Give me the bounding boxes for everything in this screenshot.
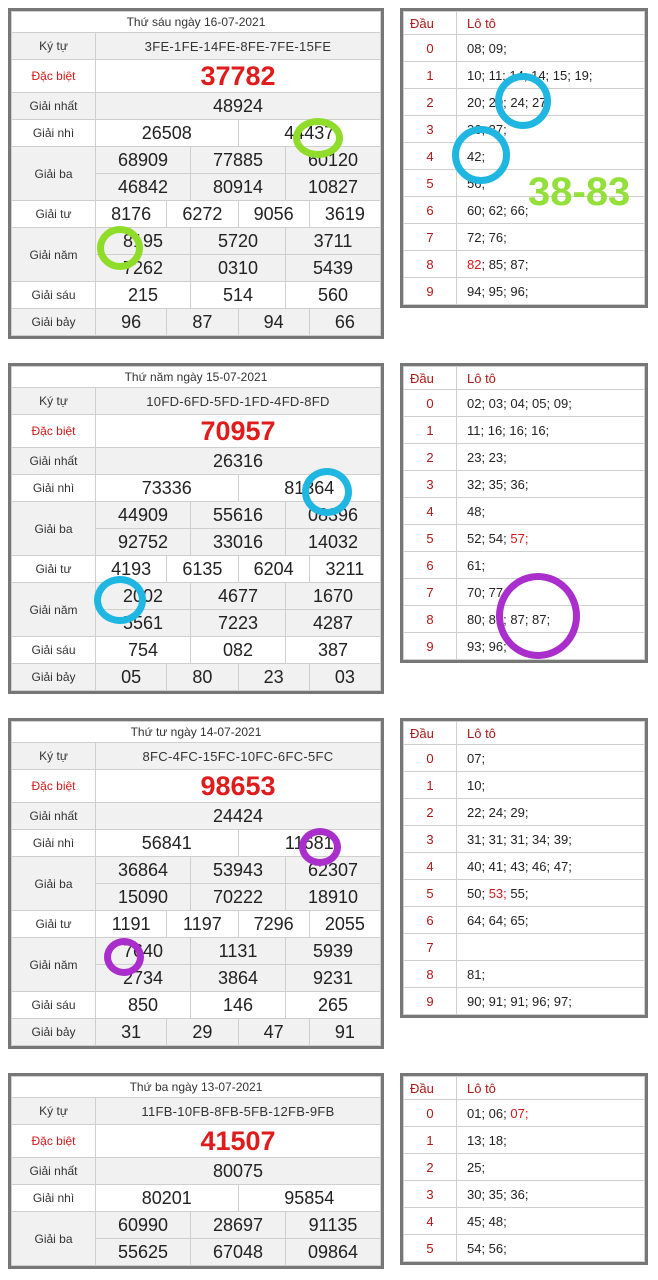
- dau-8: 8: [404, 961, 457, 988]
- loto-row-5: 54; 56;: [457, 1235, 645, 1262]
- loto-row-0: 02; 03; 04; 05; 09;: [457, 390, 645, 417]
- third-prize-2: 28697: [191, 1212, 286, 1239]
- loto-table-4: [400, 1073, 648, 1265]
- loto-row-4: 42;: [457, 143, 645, 170]
- seventh-prize-2: 29: [167, 1019, 238, 1046]
- dau-9: 9: [404, 278, 457, 305]
- ky-tu-code: 10FD-6FD-5FD-1FD-4FD-8FD: [96, 388, 381, 415]
- seventh-prize-2: 80: [167, 664, 238, 691]
- dau-2: 2: [404, 799, 457, 826]
- sixth-prize-3: 265: [286, 992, 381, 1019]
- label-dac-biet: Đặc biệt: [12, 1125, 96, 1158]
- dau-4: 4: [404, 143, 457, 170]
- dau-2: 2: [404, 1154, 457, 1181]
- third-prize-1: 44909: [96, 502, 191, 529]
- fifth-prize-6: 5439: [286, 255, 381, 282]
- label-giai-sau: Giải sáu: [12, 637, 96, 664]
- dau-header: Đầu: [404, 1077, 457, 1100]
- seventh-prize-1: 05: [96, 664, 167, 691]
- third-prize-2: 77885: [191, 147, 286, 174]
- third-prize-5: 33016: [191, 529, 286, 556]
- dau-0: 0: [404, 35, 457, 62]
- label-giai-tu: Giải tư: [12, 201, 96, 228]
- dau-2: 2: [404, 89, 457, 116]
- label-giai-tu: Giải tư: [12, 556, 96, 583]
- sixth-prize-1: 850: [96, 992, 191, 1019]
- draw-date-title: Thứ sáu ngày 16-07-2021: [12, 12, 381, 33]
- loto-row-2: 20; 20; 24; 27;: [457, 89, 645, 116]
- third-prize-6: 09864: [286, 1239, 381, 1266]
- fourth-prize-2: 6272: [167, 201, 238, 228]
- loto-row-8: 82; 85; 87;: [457, 251, 645, 278]
- ky-tu-code: 11FB-10FB-8FB-5FB-12FB-9FB: [96, 1098, 381, 1125]
- results-table-3: [8, 718, 384, 1049]
- first-prize: 24424: [96, 803, 381, 830]
- fifth-prize-3: 3711: [286, 228, 381, 255]
- third-prize-5: 70222: [191, 884, 286, 911]
- dau-9: 9: [404, 988, 457, 1015]
- loto-row-3: 32; 35; 36;: [457, 471, 645, 498]
- fifth-prize-6: 4287: [286, 610, 381, 637]
- loto-table-2: [400, 363, 648, 663]
- dau-5: 5: [404, 880, 457, 907]
- draw-date-title: Thứ ba ngày 13-07-2021: [12, 1077, 381, 1098]
- label-giai-bay: Giải bảy: [12, 309, 96, 336]
- first-prize: 48924: [96, 93, 381, 120]
- loto-row-2: 25;: [457, 1154, 645, 1181]
- label-dac-biet: Đặc biệt: [12, 60, 96, 93]
- draw-date-title: Thứ tư ngày 14-07-2021: [12, 722, 381, 743]
- loto-header: Lô tô: [457, 1077, 645, 1100]
- dau-1: 1: [404, 417, 457, 444]
- second-prize-1: 56841: [96, 830, 239, 857]
- fourth-prize-3: 9056: [238, 201, 309, 228]
- loto-row-7: 72; 76;: [457, 224, 645, 251]
- loto-values: 85; 87;: [488, 256, 529, 272]
- third-prize-1: 68909: [96, 147, 191, 174]
- loto-values: 52; 54;: [467, 530, 507, 546]
- label-ky-tu: Ký tự: [12, 388, 96, 415]
- seventh-prize-3: 94: [238, 309, 309, 336]
- label-giai-nhi: Giải nhì: [12, 120, 96, 147]
- special-prize: 70957: [96, 415, 381, 448]
- fifth-prize-4: 7262: [96, 255, 191, 282]
- fifth-prize-5: 7223: [191, 610, 286, 637]
- sixth-prize-1: 215: [96, 282, 191, 309]
- dau-header: Đầu: [404, 722, 457, 745]
- label-giai-nam: Giải năm: [12, 938, 96, 992]
- label-giai-nhi: Giải nhì: [12, 1185, 96, 1212]
- dau-4: 4: [404, 498, 457, 525]
- label-giai-nhat: Giải nhất: [12, 803, 96, 830]
- fifth-prize-1: 2002: [96, 583, 191, 610]
- special-prize: 37782: [96, 60, 381, 93]
- sixth-prize-3: 560: [286, 282, 381, 309]
- loto-row-8: 80; 82; 87; 87;: [457, 606, 645, 633]
- label-giai-bay: Giải bảy: [12, 1019, 96, 1046]
- second-prize-1: 80201: [96, 1185, 239, 1212]
- third-prize-4: 55625: [96, 1239, 191, 1266]
- fifth-prize-3: 5939: [286, 938, 381, 965]
- label-ky-tu: Ký tự: [12, 33, 96, 60]
- fifth-prize-5: 3864: [191, 965, 286, 992]
- third-prize-4: 15090: [96, 884, 191, 911]
- fifth-prize-4: 2734: [96, 965, 191, 992]
- loto-header: Lô tô: [457, 722, 645, 745]
- fourth-prize-4: 2055: [309, 911, 380, 938]
- dau-0: 0: [404, 745, 457, 772]
- fifth-prize-2: 5720: [191, 228, 286, 255]
- third-prize-4: 46842: [96, 174, 191, 201]
- loto-row-3: 36; 37;: [457, 116, 645, 143]
- label-giai-nhi: Giải nhì: [12, 830, 96, 857]
- dau-6: 6: [404, 197, 457, 224]
- third-prize-1: 60990: [96, 1212, 191, 1239]
- second-prize-2: 44437: [238, 120, 381, 147]
- sixth-prize-1: 754: [96, 637, 191, 664]
- dau-9: 9: [404, 633, 457, 660]
- label-giai-nhat: Giải nhất: [12, 448, 96, 475]
- dau-4: 4: [404, 1208, 457, 1235]
- label-giai-nhat: Giải nhất: [12, 1158, 96, 1185]
- loto-row-4: 40; 41; 43; 46; 47;: [457, 853, 645, 880]
- label-giai-ba: Giải ba: [12, 1212, 96, 1266]
- loto-row-5: [457, 880, 645, 907]
- dau-1: 1: [404, 1127, 457, 1154]
- dau-0: 0: [404, 1100, 457, 1127]
- dau-6: 6: [404, 552, 457, 579]
- fifth-prize-1: 7640: [96, 938, 191, 965]
- fifth-prize-1: 8195: [96, 228, 191, 255]
- special-prize: 41507: [96, 1125, 381, 1158]
- loto-values-2: 55;: [510, 885, 529, 901]
- dau-header: Đầu: [404, 12, 457, 35]
- loto-row-7: 70; 77;: [457, 579, 645, 606]
- loto-row-5: [457, 525, 645, 552]
- loto-highlight: 53;: [488, 885, 507, 901]
- label-dac-biet: Đặc biệt: [12, 770, 96, 803]
- loto-values: 50;: [467, 885, 486, 901]
- third-prize-1: 36864: [96, 857, 191, 884]
- seventh-prize-2: 87: [167, 309, 238, 336]
- dau-1: 1: [404, 772, 457, 799]
- dau-8: 8: [404, 606, 457, 633]
- label-giai-sau: Giải sáu: [12, 992, 96, 1019]
- results-table-1: [8, 8, 384, 339]
- loto-row-3: 30; 35; 36;: [457, 1181, 645, 1208]
- loto-row-9: 93; 96;: [457, 633, 645, 660]
- third-prize-3: 60120: [286, 147, 381, 174]
- second-prize-2: 95854: [238, 1185, 381, 1212]
- dau-8: 8: [404, 251, 457, 278]
- label-giai-ba: Giải ba: [12, 502, 96, 556]
- sixth-prize-3: 387: [286, 637, 381, 664]
- third-prize-3: 08396: [286, 502, 381, 529]
- sixth-prize-2: 514: [191, 282, 286, 309]
- loto-table-1: [400, 8, 648, 308]
- dau-5: 5: [404, 525, 457, 552]
- fourth-prize-1: 4193: [96, 556, 167, 583]
- loto-row-1: 10;: [457, 772, 645, 799]
- fifth-prize-2: 1131: [191, 938, 286, 965]
- dau-4: 4: [404, 853, 457, 880]
- label-giai-nam: Giải năm: [12, 583, 96, 637]
- loto-row-5: 56;: [457, 170, 645, 197]
- third-prize-6: 10827: [286, 174, 381, 201]
- fourth-prize-4: 3211: [309, 556, 380, 583]
- dau-3: 3: [404, 1181, 457, 1208]
- label-giai-sau: Giải sáu: [12, 282, 96, 309]
- loto-row-6: 64; 64; 65;: [457, 907, 645, 934]
- label-giai-bay: Giải bảy: [12, 664, 96, 691]
- handwritten-note: 38-83: [528, 170, 631, 214]
- second-prize-2: 81364: [238, 475, 381, 502]
- dau-3: 3: [404, 471, 457, 498]
- loto-highlight: 82: [467, 256, 482, 272]
- label-giai-nam: Giải năm: [12, 228, 96, 282]
- draw-date-title: Thứ năm ngày 15-07-2021: [12, 367, 381, 388]
- loto-row-2: 22; 24; 29;: [457, 799, 645, 826]
- label-ky-tu: Ký tự: [12, 1098, 96, 1125]
- results-table-2: [8, 363, 384, 694]
- loto-row-4: 48;: [457, 498, 645, 525]
- dau-6: 6: [404, 907, 457, 934]
- ky-tu-code: 3FE-1FE-14FE-8FE-7FE-15FE: [96, 33, 381, 60]
- loto-row-6: 61;: [457, 552, 645, 579]
- third-prize-2: 55616: [191, 502, 286, 529]
- seventh-prize-4: 03: [309, 664, 380, 691]
- loto-row-2: 23; 23;: [457, 444, 645, 471]
- third-prize-3: 62307: [286, 857, 381, 884]
- loto-row-1: 10; 11; 14; 14; 15; 19;: [457, 62, 645, 89]
- third-prize-3: 91135: [286, 1212, 381, 1239]
- label-giai-tu: Giải tư: [12, 911, 96, 938]
- dau-0: 0: [404, 390, 457, 417]
- dau-5: 5: [404, 1235, 457, 1262]
- label-dac-biet: Đặc biệt: [12, 415, 96, 448]
- loto-row-0: 08; 09;: [457, 35, 645, 62]
- label-giai-ba: Giải ba: [12, 147, 96, 201]
- dau-7: 7: [404, 224, 457, 251]
- label-giai-ba: Giải ba: [12, 857, 96, 911]
- loto-row-9: 94; 95; 96;: [457, 278, 645, 305]
- dau-2: 2: [404, 444, 457, 471]
- fourth-prize-1: 1191: [96, 911, 167, 938]
- second-prize-1: 26508: [96, 120, 239, 147]
- fourth-prize-2: 1197: [167, 911, 238, 938]
- seventh-prize-3: 47: [238, 1019, 309, 1046]
- seventh-prize-1: 96: [96, 309, 167, 336]
- loto-row-4: 45; 48;: [457, 1208, 645, 1235]
- first-prize: 80075: [96, 1158, 381, 1185]
- loto-row-0: 07;: [457, 745, 645, 772]
- fourth-prize-4: 3619: [309, 201, 380, 228]
- special-prize: 98653: [96, 770, 381, 803]
- loto-row-1: 11; 16; 16; 16;: [457, 417, 645, 444]
- fourth-prize-1: 8176: [96, 201, 167, 228]
- dau-1: 1: [404, 62, 457, 89]
- loto-row-6: 60; 62; 66;: [457, 197, 645, 224]
- loto-row-7: [457, 934, 645, 961]
- seventh-prize-4: 91: [309, 1019, 380, 1046]
- dau-3: 3: [404, 826, 457, 853]
- seventh-prize-3: 23: [238, 664, 309, 691]
- dau-header: Đầu: [404, 367, 457, 390]
- loto-row-8: 81;: [457, 961, 645, 988]
- third-prize-6: 18910: [286, 884, 381, 911]
- loto-header: Lô tô: [457, 367, 645, 390]
- sixth-prize-2: 146: [191, 992, 286, 1019]
- third-prize-2: 53943: [191, 857, 286, 884]
- third-prize-5: 67048: [191, 1239, 286, 1266]
- sixth-prize-2: 082: [191, 637, 286, 664]
- loto-table-3: [400, 718, 648, 1018]
- fourth-prize-3: 6204: [238, 556, 309, 583]
- label-ky-tu: Ký tự: [12, 743, 96, 770]
- fifth-prize-2: 4677: [191, 583, 286, 610]
- loto-highlight: 07;: [510, 1105, 529, 1121]
- label-giai-nhat: Giải nhất: [12, 93, 96, 120]
- loto-row-0: [457, 1100, 645, 1127]
- fifth-prize-4: 5561: [96, 610, 191, 637]
- seventh-prize-1: 31: [96, 1019, 167, 1046]
- dau-7: 7: [404, 934, 457, 961]
- loto-row-1: 13; 18;: [457, 1127, 645, 1154]
- second-prize-1: 73336: [96, 475, 239, 502]
- dau-3: 3: [404, 116, 457, 143]
- label-giai-nhi: Giải nhì: [12, 475, 96, 502]
- third-prize-5: 80914: [191, 174, 286, 201]
- ky-tu-code: 8FC-4FC-15FC-10FC-6FC-5FC: [96, 743, 381, 770]
- dau-5: 5: [404, 170, 457, 197]
- fourth-prize-3: 7296: [238, 911, 309, 938]
- loto-values: 01; 06;: [467, 1105, 507, 1121]
- fifth-prize-3: 1670: [286, 583, 381, 610]
- fifth-prize-6: 9231: [286, 965, 381, 992]
- loto-header: Lô tô: [457, 12, 645, 35]
- fifth-prize-5: 0310: [191, 255, 286, 282]
- loto-row-9: 90; 91; 91; 96; 97;: [457, 988, 645, 1015]
- dau-7: 7: [404, 579, 457, 606]
- fourth-prize-2: 6135: [167, 556, 238, 583]
- loto-highlight: 57;: [510, 530, 529, 546]
- results-table-4: [8, 1073, 384, 1269]
- loto-row-3: 31; 31; 31; 34; 39;: [457, 826, 645, 853]
- first-prize: 26316: [96, 448, 381, 475]
- seventh-prize-4: 66: [309, 309, 380, 336]
- third-prize-6: 14032: [286, 529, 381, 556]
- third-prize-4: 92752: [96, 529, 191, 556]
- second-prize-2: 11681: [238, 830, 381, 857]
